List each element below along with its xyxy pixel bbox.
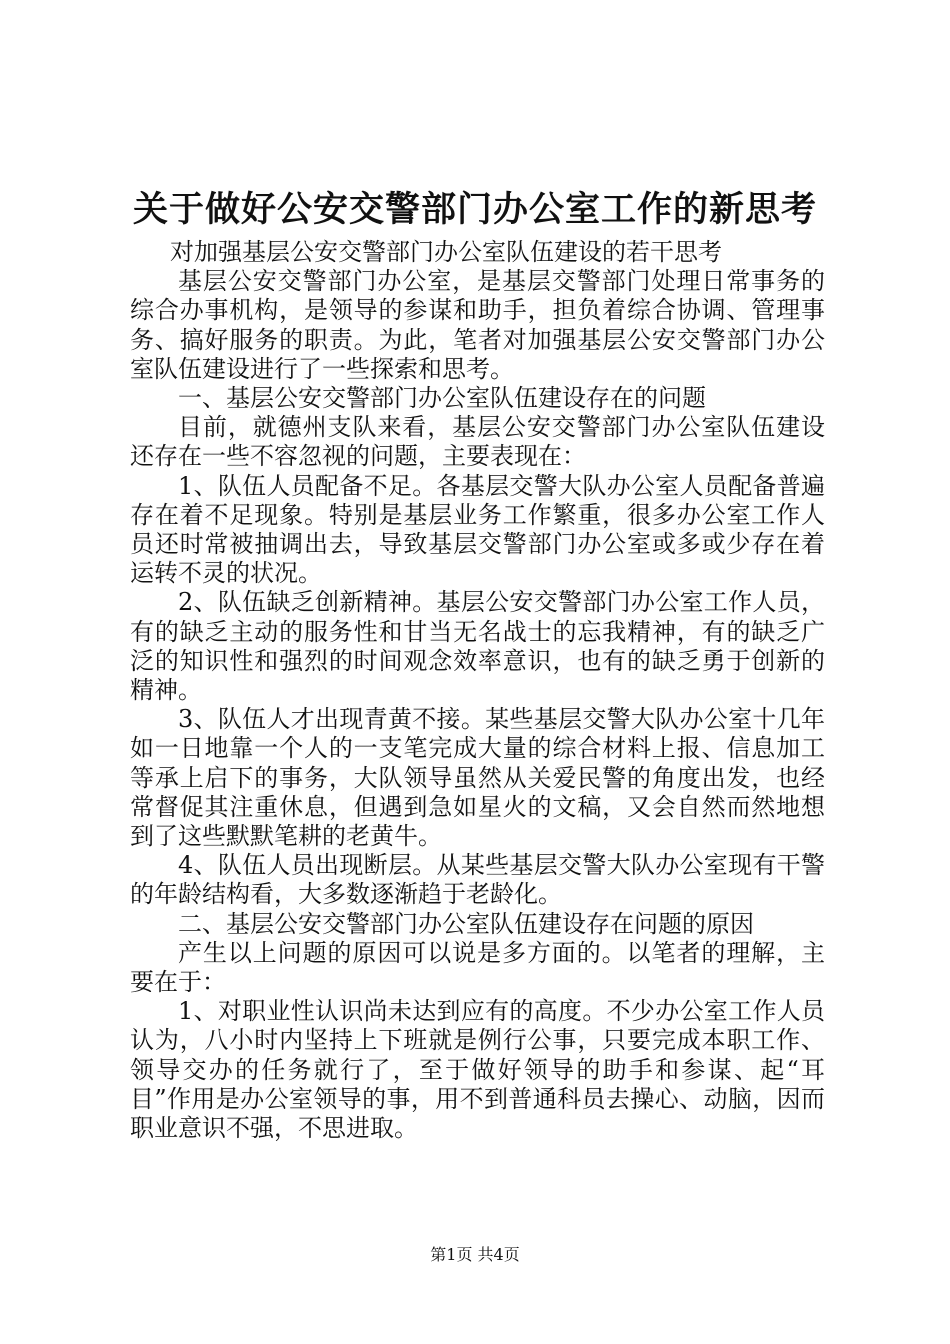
paragraph: 4、队伍人员出现断层。从某些基层交警大队办公室现有干警的年龄结构看，大多数逐渐趋于老龄化。 [130,851,825,909]
paragraph: 1、队伍人员配备不足。各基层交警大队办公室人员配备普遍存在着不足现象。特别是基层业务工作繁重，很多办公室工作人员还时常被抽调出去，导致基层交警部门办公室或多或少存在着运转不灵的状况。 [130,471,825,588]
document-subtitle: 对加强基层公安交警部门办公室队伍建设的若干思考 [170,238,722,266]
paragraph: 3、队伍人才出现青黄不接。某些基层交警大队办公室十几年如一日地靠一个人的一支笔完成大量的综合材料上报、信息加工等承上启下的事务，大队领导虽然从关爱民警的角度出发，也经常督促其注重休息，但遇到急如星火的文稿，又会自然而然地想到了这些默默笔耕的老黄牛。 [130,705,825,851]
document-title: 关于做好公安交警部门办公室工作的新思考 [132,189,817,230]
paragraph: 1、对职业性认识尚未达到应有的高度。不少办公室工作人员认为，八小时内坚持上下班就是例行公事，只要完成本职工作、领导交办的任务就行了，至于做好领导的助手和参谋、起“耳目”作用是办公室领导的事，用不到普通科员去操心、动脑，因而职业意识不强，不思进取。 [130,997,825,1143]
paragraph: 产生以上问题的原因可以说是多方面的。以笔者的理解，主要在于： [130,938,825,997]
page-footer: 第1页 共4页 [430,1245,520,1264]
paragraph: 目前，就德州支队来看，基层公安交警部门办公室队伍建设还存在一些不容忽视的问题，主要表现在： [130,413,825,471]
section-heading-1: 一、基层公安交警部门办公室队伍建设存在的问题 [178,384,706,413]
document-body [130,238,825,1143]
paragraph-intro: 基层公安交警部门办公室，是基层交警部门处理日常事务的综合办事机构，是领导的参谋和助手，担负着综合协调、管理事务、搞好服务的职责。为此，笔者对加强基层公安交警部门办公室队伍建设进行了一些探索和思考。 [130,267,825,383]
paragraph: 2、队伍缺乏创新精神。基层公安交警部门办公室工作人员，有的缺乏主动的服务性和甘当无名战士的忘我精神，有的缺乏广泛的知识性和强烈的时间观念效率意识，也有的缺乏勇于创新的精神。 [130,588,825,705]
section-heading-2: 二、基层公安交警部门办公室队伍建设存在问题的原因 [178,909,754,938]
